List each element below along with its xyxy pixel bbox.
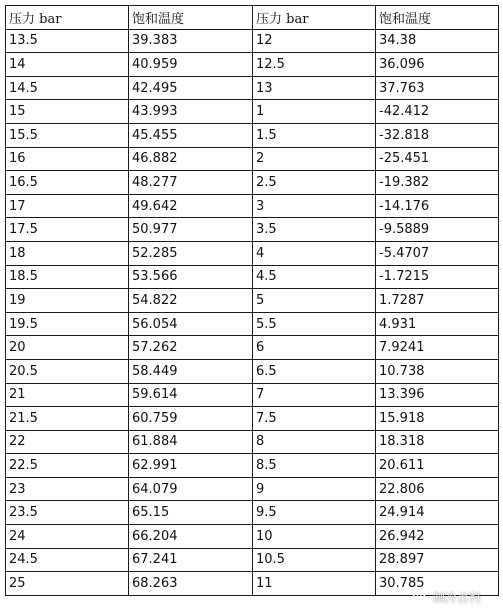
cell-pressure-1: 24.5 bbox=[6, 548, 129, 572]
cell-saturation-temp-1: 57.262 bbox=[129, 336, 253, 360]
header-pressure-2: 压力 bar bbox=[253, 6, 376, 30]
cell-saturation-temp-1: 65.15 bbox=[129, 501, 253, 525]
table-row bbox=[6, 147, 499, 171]
cell-pressure-2: 1 bbox=[253, 100, 376, 124]
cell-pressure-2: 2 bbox=[253, 147, 376, 171]
header-pressure-1: 压力 bar bbox=[6, 6, 129, 30]
cell-saturation-temp-1: 60.759 bbox=[129, 407, 253, 431]
cell-saturation-temp-2: -42.412 bbox=[376, 100, 499, 124]
cell-saturation-temp-2: -14.176 bbox=[376, 194, 499, 218]
cell-saturation-temp-2: 20.611 bbox=[376, 454, 499, 478]
cell-pressure-2: 2.5 bbox=[253, 171, 376, 195]
cell-pressure-2: 10.5 bbox=[253, 548, 376, 572]
cell-saturation-temp-1: 56.054 bbox=[129, 312, 253, 336]
cell-pressure-1: 20 bbox=[6, 336, 129, 360]
cell-pressure-2: 5 bbox=[253, 289, 376, 313]
cell-pressure-1: 14.5 bbox=[6, 76, 129, 100]
cell-pressure-1: 19 bbox=[6, 289, 129, 313]
table-row bbox=[6, 336, 499, 360]
table-row bbox=[6, 477, 499, 501]
cell-pressure-1: 18 bbox=[6, 241, 129, 265]
table-row bbox=[6, 265, 499, 289]
cell-saturation-temp-1: 59.614 bbox=[129, 383, 253, 407]
cell-saturation-temp-2: -25.451 bbox=[376, 147, 499, 171]
cell-saturation-temp-2: 26.942 bbox=[376, 525, 499, 549]
cell-saturation-temp-1: 48.277 bbox=[129, 171, 253, 195]
cell-pressure-2: 5.5 bbox=[253, 312, 376, 336]
cell-saturation-temp-2: 22.806 bbox=[376, 477, 499, 501]
cell-pressure-1: 21.5 bbox=[6, 407, 129, 431]
cell-pressure-1: 20.5 bbox=[6, 359, 129, 383]
cell-saturation-temp-1: 43.993 bbox=[129, 100, 253, 124]
cell-saturation-temp-2: 28.897 bbox=[376, 548, 499, 572]
cell-pressure-2: 8.5 bbox=[253, 454, 376, 478]
table-row bbox=[6, 194, 499, 218]
cell-saturation-temp-2: 30.785 bbox=[376, 572, 499, 596]
cell-pressure-2: 9.5 bbox=[253, 501, 376, 525]
wechat-icon bbox=[413, 591, 429, 605]
cell-pressure-1: 23.5 bbox=[6, 501, 129, 525]
cell-pressure-2: 8 bbox=[253, 430, 376, 454]
table-row bbox=[6, 29, 499, 53]
cell-pressure-2: 3.5 bbox=[253, 218, 376, 242]
table-row bbox=[6, 359, 499, 383]
cell-saturation-temp-2: -9.5889 bbox=[376, 218, 499, 242]
cell-pressure-1: 25 bbox=[6, 572, 129, 596]
header-row bbox=[6, 6, 499, 30]
cell-saturation-temp-2: 34.38 bbox=[376, 29, 499, 53]
cell-pressure-1: 19.5 bbox=[6, 312, 129, 336]
cell-saturation-temp-2: 1.7287 bbox=[376, 289, 499, 313]
table-row bbox=[6, 525, 499, 549]
cell-saturation-temp-2: 37.763 bbox=[376, 76, 499, 100]
cell-saturation-temp-1: 67.241 bbox=[129, 548, 253, 572]
cell-saturation-temp-1: 54.822 bbox=[129, 289, 253, 313]
cell-pressure-1: 16.5 bbox=[6, 171, 129, 195]
cell-saturation-temp-2: 7.9241 bbox=[376, 336, 499, 360]
table-row bbox=[6, 100, 499, 124]
table-row bbox=[6, 454, 499, 478]
header-saturation-temp-1: 饱和温度 bbox=[129, 6, 253, 30]
table-row bbox=[6, 548, 499, 572]
cell-pressure-2: 6.5 bbox=[253, 359, 376, 383]
cell-pressure-2: 10 bbox=[253, 525, 376, 549]
table-row bbox=[6, 430, 499, 454]
cell-saturation-temp-1: 68.263 bbox=[129, 572, 253, 596]
cell-saturation-temp-2: 24.914 bbox=[376, 501, 499, 525]
cell-pressure-2: 13 bbox=[253, 76, 376, 100]
cell-pressure-1: 24 bbox=[6, 525, 129, 549]
cell-pressure-1: 23 bbox=[6, 477, 129, 501]
cell-pressure-1: 16 bbox=[6, 147, 129, 171]
table-row bbox=[6, 241, 499, 265]
cell-pressure-1: 14 bbox=[6, 53, 129, 77]
cell-saturation-temp-1: 53.566 bbox=[129, 265, 253, 289]
cell-pressure-1: 22 bbox=[6, 430, 129, 454]
cell-saturation-temp-1: 64.079 bbox=[129, 477, 253, 501]
cell-saturation-temp-1: 61.884 bbox=[129, 430, 253, 454]
cell-saturation-temp-2: -19.382 bbox=[376, 171, 499, 195]
cell-pressure-2: 12.5 bbox=[253, 53, 376, 77]
cell-pressure-2: 7 bbox=[253, 383, 376, 407]
cell-saturation-temp-1: 46.882 bbox=[129, 147, 253, 171]
cell-saturation-temp-2: -5.4707 bbox=[376, 241, 499, 265]
table-row bbox=[6, 171, 499, 195]
cell-saturation-temp-1: 58.449 bbox=[129, 359, 253, 383]
cell-saturation-temp-1: 62.991 bbox=[129, 454, 253, 478]
cell-pressure-1: 22.5 bbox=[6, 454, 129, 478]
cell-saturation-temp-1: 52.285 bbox=[129, 241, 253, 265]
cell-pressure-1: 21 bbox=[6, 383, 129, 407]
cell-pressure-2: 6 bbox=[253, 336, 376, 360]
cell-pressure-1: 13.5 bbox=[6, 29, 129, 53]
pressure-temperature-table bbox=[5, 5, 499, 596]
header-saturation-temp-2: 饱和温度 bbox=[376, 6, 499, 30]
table-body bbox=[6, 29, 499, 595]
cell-pressure-2: 4 bbox=[253, 241, 376, 265]
table-row bbox=[6, 383, 499, 407]
cell-pressure-2: 3 bbox=[253, 194, 376, 218]
cell-saturation-temp-2: 36.096 bbox=[376, 53, 499, 77]
cell-saturation-temp-1: 50.977 bbox=[129, 218, 253, 242]
cell-pressure-2: 1.5 bbox=[253, 123, 376, 147]
cell-saturation-temp-1: 45.455 bbox=[129, 123, 253, 147]
cell-saturation-temp-2: 15.918 bbox=[376, 407, 499, 431]
cell-pressure-2: 11 bbox=[253, 572, 376, 596]
cell-pressure-2: 4.5 bbox=[253, 265, 376, 289]
cell-saturation-temp-1: 39.383 bbox=[129, 29, 253, 53]
table-row bbox=[6, 312, 499, 336]
cell-pressure-2: 9 bbox=[253, 477, 376, 501]
table-row bbox=[6, 407, 499, 431]
cell-saturation-temp-2: -32.818 bbox=[376, 123, 499, 147]
table-row bbox=[6, 218, 499, 242]
watermark bbox=[413, 589, 481, 606]
table-row bbox=[6, 76, 499, 100]
cell-saturation-temp-1: 66.204 bbox=[129, 525, 253, 549]
table-row bbox=[6, 501, 499, 525]
cell-saturation-temp-2: 10.738 bbox=[376, 359, 499, 383]
table-container bbox=[5, 5, 498, 596]
table-row bbox=[6, 123, 499, 147]
cell-pressure-1: 15.5 bbox=[6, 123, 129, 147]
cell-saturation-temp-1: 40.959 bbox=[129, 53, 253, 77]
cell-saturation-temp-2: 18.318 bbox=[376, 430, 499, 454]
cell-pressure-2: 7.5 bbox=[253, 407, 376, 431]
cell-pressure-1: 17 bbox=[6, 194, 129, 218]
cell-pressure-1: 18.5 bbox=[6, 265, 129, 289]
cell-saturation-temp-2: 13.396 bbox=[376, 383, 499, 407]
cell-saturation-temp-1: 42.495 bbox=[129, 76, 253, 100]
cell-pressure-1: 17.5 bbox=[6, 218, 129, 242]
cell-pressure-2: 12 bbox=[253, 29, 376, 53]
cell-saturation-temp-1: 49.642 bbox=[129, 194, 253, 218]
cell-saturation-temp-2: -1.7215 bbox=[376, 265, 499, 289]
table-row bbox=[6, 289, 499, 313]
cell-saturation-temp-2: 4.931 bbox=[376, 312, 499, 336]
table-row bbox=[6, 53, 499, 77]
watermark-text: 制冷百科 bbox=[432, 591, 481, 605]
cell-pressure-1: 15 bbox=[6, 100, 129, 124]
